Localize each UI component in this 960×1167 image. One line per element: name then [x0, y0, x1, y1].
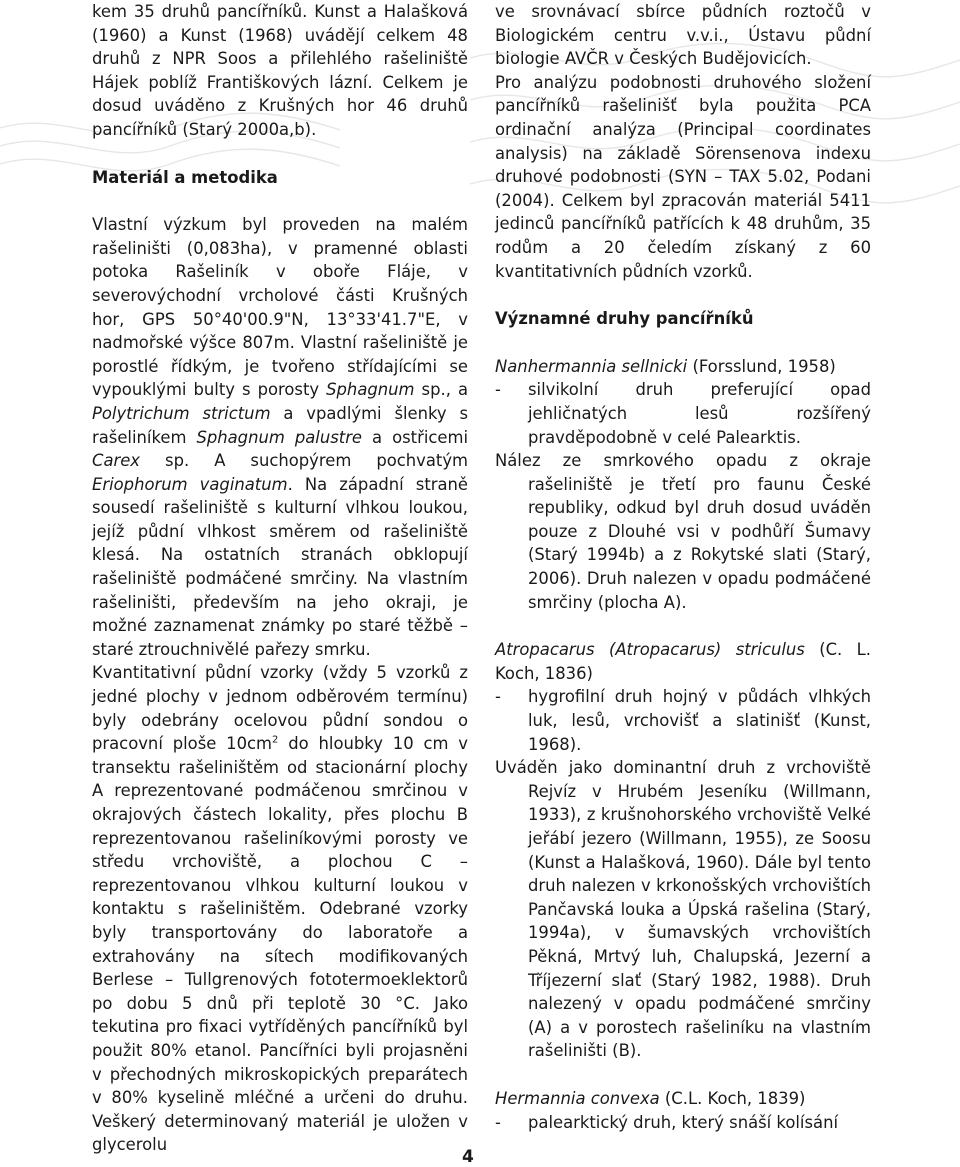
section-heading-methods: Materiál a metodika — [92, 167, 278, 187]
species-note-atropacarus: - hygrofilní druh hojný v půdách vlhkých luk, lesů, vrchovišť a slatinišť (Kunst, 1968). — [495, 687, 871, 754]
methods-paragraph-site: Vlastní výzkum byl proveden na malém rašeliništi (0,083ha), v pramenné oblasti potoka Rašeliník v oboře Fláje, v severovýchodní vrcholové části Krušných hor, GPS 50°40'00.9"N, 13°33'41.7"E, v nadmořské výšce 807m. Vlastní rašeliniště je porostlé řídkým, je tvořeno střídajícími se vypouklými bulty s porosty Sphagnum sp., a Polytrichum strictum a vpadlými šlenky s rašeliníkem Sphagnum palustre a ostřicemi Carex sp. A suchopýrem pochvatým Eriophorum vaginatum. Na západní straně sousedí rašeliniště s kulturní vlhkou loukou, jejíž půdní vlhkost směrem od rašeliniště klesá. Na ostatních stranách obklopují rašeliniště podmáčené smrčiny. Na vlastním rašeliništi, především na jeho okraji, je možné zaznamenat známky po staré těžbě – staré ztrouchnivělé pařezy smrku. — [92, 215, 469, 659]
left-column — [92, 0, 468, 1157]
species-title-hermannia: Hermannia convexa (C.L. Koch, 1839) — [495, 1088, 806, 1108]
section-heading-species: Významné druhy pancířníků — [495, 309, 754, 329]
species-title-atropacarus: Atropacarus (Atropacarus) striculus (C. L. Koch, 1836) — [495, 640, 871, 683]
analysis-paragraph: Pro analýzu podobnosti druhového složení pancířníků rašelinišť byla použita PCA ordinační analýza (Principal coordinates analysis) na základě Sörensenova indexu druhové podobnosti (SYN – TAX 5.02, Podani (2004). Celkem byl zpracován materiál 5411 jedinců pancířníků patřících k 48 druhům, 35 rodům a 20 čeledím získaný z 60 kvantitativních půdních vzorků. — [495, 72, 871, 281]
collection-paragraph: ve srovnávací sbírce půdních roztočů v Biologickém centru v.v.i., Ústavu půdní biologie AVČR v Českých Budějovicích. — [495, 2, 871, 69]
species-note-nanhermannia: - silvikolní druh preferující opad jehličnatých lesů rozšířený pravděpodobně v celé Palearktis. — [495, 380, 871, 447]
methods-paragraph-sampling: Kvantitativní půdní vzorky (vždy 5 vzorků z jedné plochy v jednom odběrovém termínu) byly odebrány ocelovou půdní sondou o pracovní ploše $10cm^2$ do hloubky 10 cm v transektu rašeliništěm od stacionární plochy A reprezentované podmáčenou smrčinou v okrajových částech lokality, přes plochu B reprezentovanou rašeliníkovými porosty ve středu vrchoviště, a plochou C – reprezentovanou vlhkou kulturní loukou v kontaktu s rašeliništěm. Odebrané vzorky byly transportovány do laboratoře a extrahovány na sítech modifikovaných Berlese – Tullgrenových fototermoeklektorů po dobu 5 dnů při teplotě 30 °C. Jako tekutina pro fixaci vytříděných pancířníků byl použit 80% etanol. Pancířníci byli projasněni v přechodných mikroskopických preparátech v 80% kyselině mléčné a určeni do druhu. Veškerý determinovaný materiál je uložen v glycerolu — [92, 663, 469, 1155]
right-column — [495, 0, 871, 1134]
species-title-nanhermannia: Nanhermannia sellnicki (Forsslund, 1958) — [495, 356, 836, 376]
intro-paragraph: kem 35 druhů pancířníků. Kunst a Halašková (1960) a Kunst (1968) uvádějí celkem 48 druhů z NPR Soos a přilehlého rašeliniště Hájek poblíž Františkových lázní. Celkem je dosud uváděno z Krušných hor 46 druhů pancířníků (Starý 2000a,b). — [92, 2, 468, 139]
species-text-nanhermannia: Nález ze smrkového opadu z okraje rašeliniště je třetí pro faunu České republiky, odkud byl druh dosud uváděn pouze z Dlouhé vsi v podhůří Šumavy (Starý 1994b) a z Rokytské slati (Starý, 2006). Druh nalezen v opadu podmáčené smrčiny (plocha A). — [495, 451, 871, 612]
species-note-hermannia: - palearktický druh, který snáší kolísání — [495, 1112, 839, 1132]
page-number: 4 — [462, 1147, 474, 1167]
species-text-atropacarus: Uváděn jako dominantní druh z vrchoviště Rejvíz v Hrubém Jeseníku (Willmann, 1933), z krušnohorského vrchoviště Velké jeřábí jezero (Willmann, 1955), ze Soosu (Kunst a Halašková, 1960). Dále byl tento druh nalezen v krkonošských vrchovištích Pančavská louka a Úpská rašelina (Starý, 1994a), v šumavských vrchovištích Pěkná, Mrtvý luh, Chalupská, Jezerní a Tříjezerní slať (Starý 1982, 1988). Druh nalezený v opadu podmáčené smrčiny (A) a v porostech rašeliníku na vlastním rašeliništi (B). — [495, 758, 871, 1061]
